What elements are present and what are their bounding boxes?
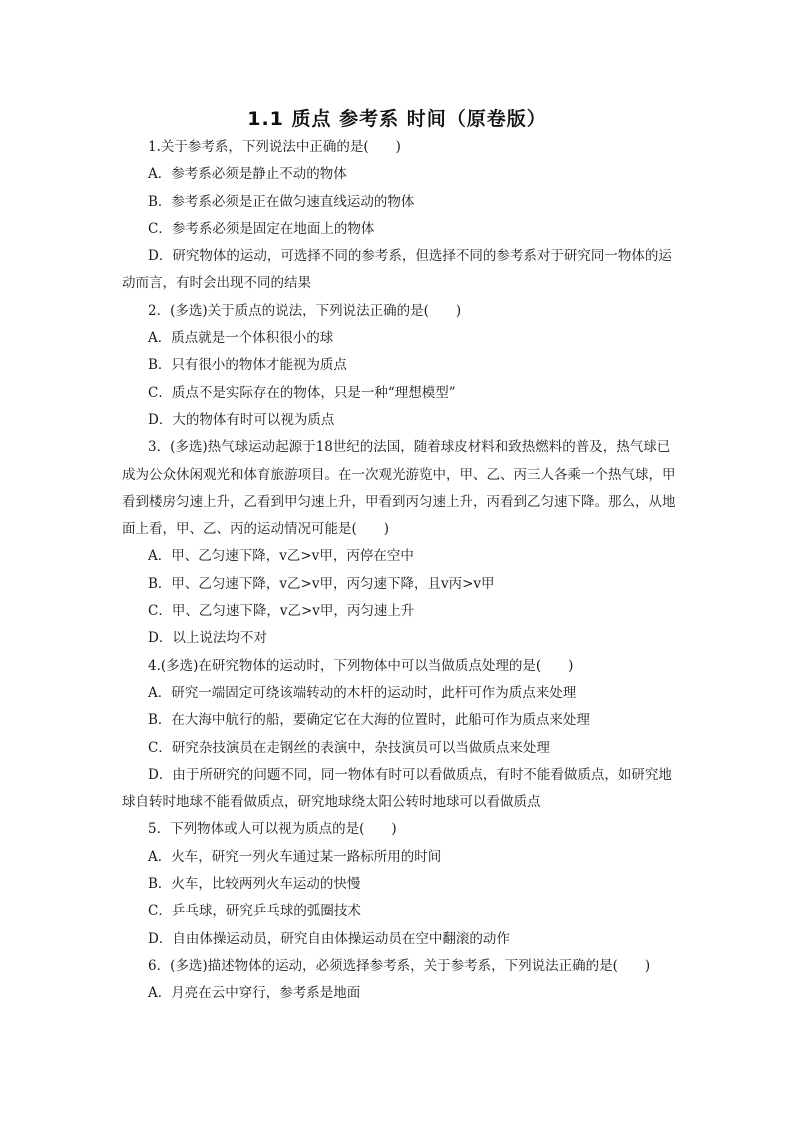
option-d: D．由于所研究的问题不同，同一物体有时可以看做质点，有时不能看做质点，如研究地球自转时地球不能看做质点，研究地球绕太阳公转时地球可以看做质点 bbox=[122, 766, 672, 811]
question-stem: 4.(多选)在研究物体的运动时，下列物体中可以当做质点处理的是( ) bbox=[148, 657, 574, 674]
option-a: A．参考系必须是静止不动的物体 bbox=[148, 166, 347, 183]
option-b: B．参考系必须是正在做匀速直线运动的物体 bbox=[148, 193, 415, 210]
option-a: A．甲、乙匀速下降，v乙>v甲，丙停在空中 bbox=[148, 548, 414, 565]
question-4 bbox=[122, 653, 682, 817]
option-a: A．月亮在云中穿行，参考系是地面 bbox=[148, 985, 361, 1002]
question-stem: 1.关于参考系，下列说法中正确的是( ) bbox=[148, 139, 401, 155]
option-c: C．质点不是实际存在的物体，只是一种“理想模型” bbox=[148, 384, 456, 401]
option-b: B．火车，比较两列火车运动的快慢 bbox=[148, 876, 361, 893]
option-d: D．大的物体有时可以视为质点 bbox=[148, 411, 335, 428]
option-d: D．自由体操运动员，研究自由体操运动员在空中翻滚的动作 bbox=[148, 930, 510, 947]
option-b: B．在大海中航行的船，要确定它在大海的位置时，此船可作为质点来处理 bbox=[148, 712, 590, 729]
page-title: 1.1 质点 参考系 时间（原卷版） bbox=[247, 108, 547, 130]
option-d: D．研究物体的运动，可选择不同的参考系，但选择不同的参考系对于研究同一物体的运动而言，有时会出现不同的结果 bbox=[122, 248, 672, 292]
option-c: C．甲、乙匀速下降，v乙>v甲，丙匀速上升 bbox=[148, 603, 415, 620]
question-3 bbox=[122, 434, 682, 652]
question-2 bbox=[122, 298, 682, 434]
option-c: C．研究杂技演员在走钢丝的表演中，杂技演员可以当做质点来处理 bbox=[148, 739, 550, 756]
option-c: C．参考系必须是固定在地面上的物体 bbox=[148, 220, 375, 237]
question-6 bbox=[122, 953, 682, 1008]
question-stem: 3．(多选)热气球运动起源于18世纪的法国，随着球皮材料和致热燃料的普及，热气球已成为公众休闲观光和体育旅游项目。在一次观光游览中，甲、乙、丙三人各乘一个热气球，甲看到楼房匀速上升，乙看到甲匀速上升，甲看到丙匀速上升，丙看到乙匀速下降。那么，从地面上看，甲、乙、丙的运动情况可能是( ) bbox=[122, 439, 676, 538]
option-b: B．甲、乙匀速下降，v乙>v甲，丙匀速下降，且v丙>v甲 bbox=[148, 575, 495, 592]
question-list bbox=[122, 134, 682, 1008]
option-c: C．乒乓球，研究乒乓球的弧圈技术 bbox=[148, 903, 361, 920]
option-b: B．只有很小的物体才能视为质点 bbox=[148, 357, 347, 374]
question-stem: 2．(多选)关于质点的说法，下列说法正确的是( ) bbox=[148, 302, 462, 319]
question-stem: 6．(多选)描述物体的运动，必须选择参考系，关于参考系，下列说法正确的是( ) bbox=[148, 957, 651, 974]
question-1 bbox=[122, 134, 682, 298]
option-a: A．研究一端固定可绕该端转动的木杆的运动时，此杆可作为质点来处理 bbox=[148, 684, 577, 701]
option-d: D．以上说法均不对 bbox=[148, 630, 267, 647]
question-5 bbox=[122, 816, 682, 952]
option-a: A．火车，研究一列火车通过某一路标所用的时间 bbox=[148, 848, 442, 865]
question-stem: 5．下列物体或人可以视为质点的是( ) bbox=[148, 821, 397, 838]
option-a: A．质点就是一个体积很小的球 bbox=[148, 330, 334, 347]
